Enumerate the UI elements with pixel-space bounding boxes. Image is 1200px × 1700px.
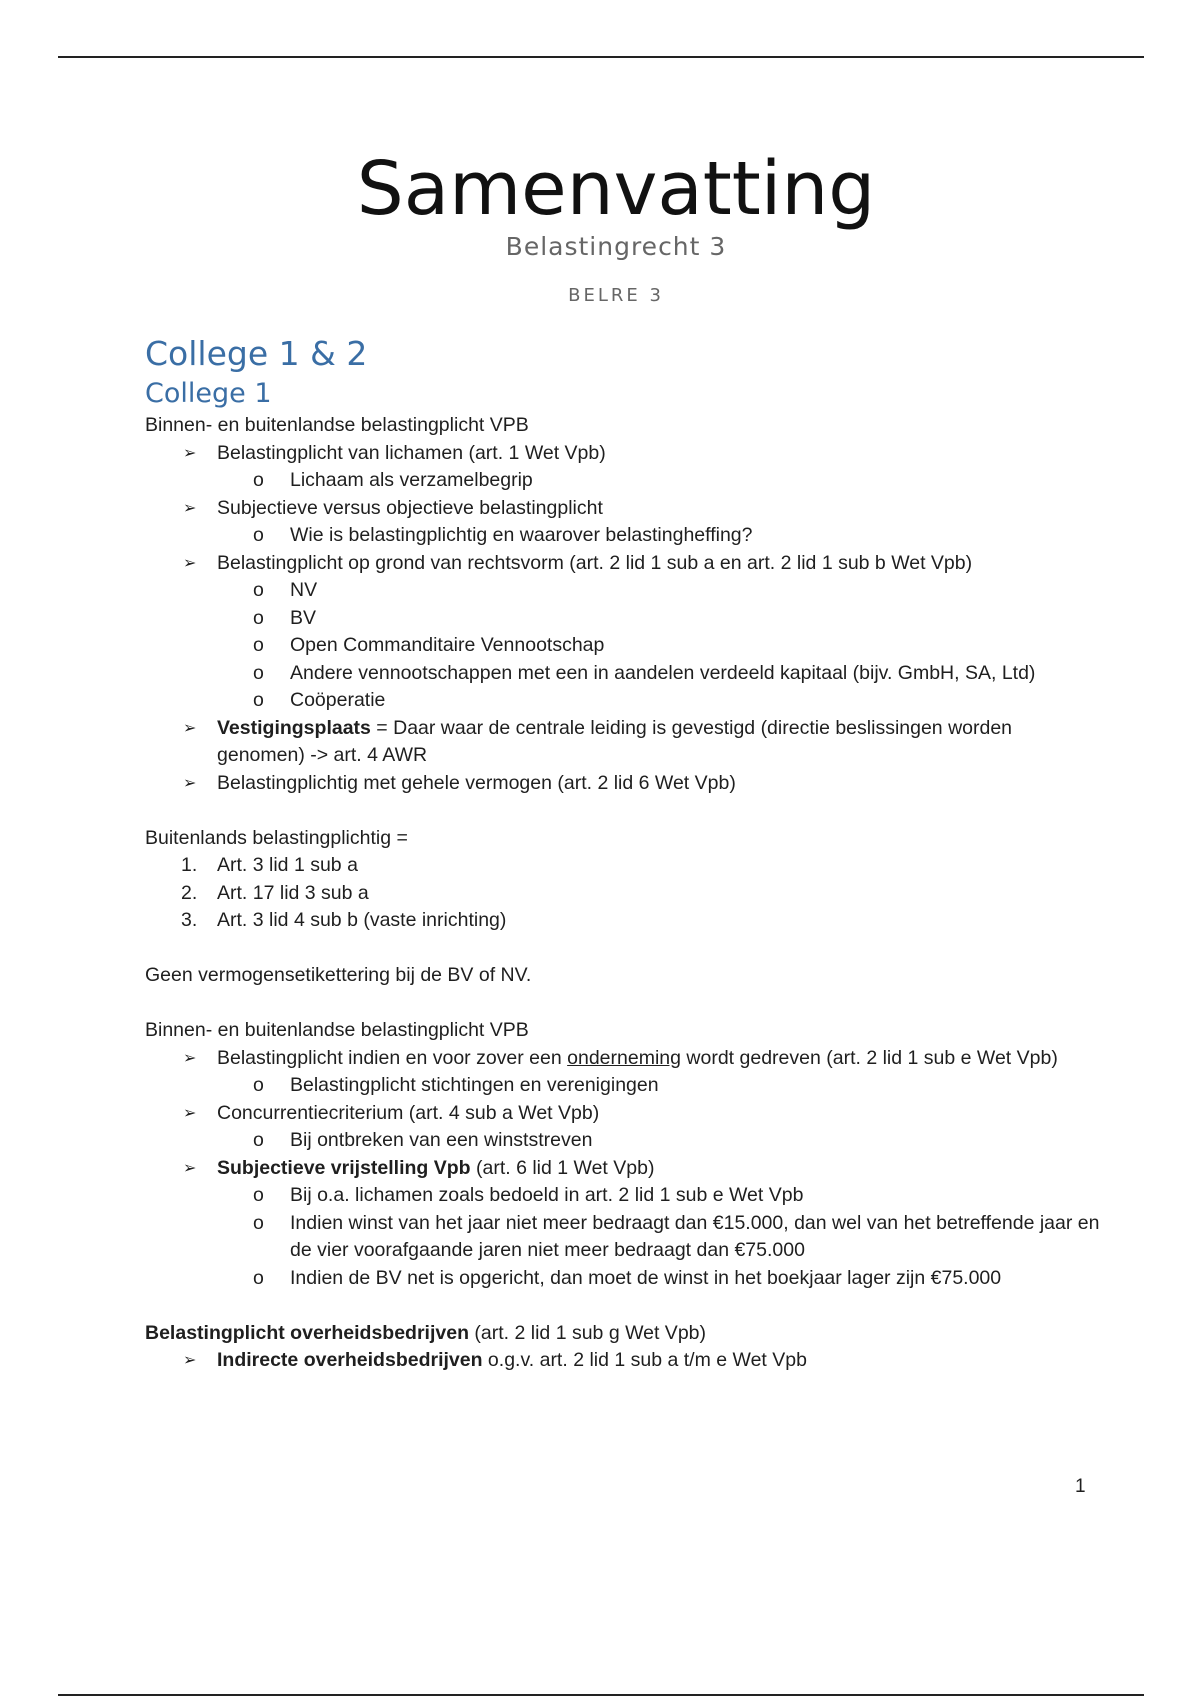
list-item: 2. Art. 17 lid 3 sub a — [145, 880, 1105, 908]
course-code: BELRE 3 — [568, 285, 664, 306]
list-item: o Coöperatie — [217, 687, 1105, 715]
circle-bullet-icon: o — [253, 469, 264, 491]
list-number: 1. — [181, 854, 198, 876]
arrow-bullet-icon: ➢ — [183, 1049, 197, 1067]
list-item: 1. Art. 3 lid 1 sub a — [145, 852, 1105, 880]
circle-bullet-icon: o — [253, 1266, 264, 1289]
arrow-bullet-icon: ➢ — [183, 719, 197, 737]
list-item: o Indien winst van het jaar niet meer bedraagt dan €15.000, dan wel van het betreffende jaar en de vier voorafgaande jaren niet meer bedraagt dan €75.000 — [253, 1211, 1100, 1261]
top-rule — [58, 56, 1144, 58]
list-item: ➢ Belastingplicht van lichamen (art. 1 Wet Vpb) o Lichaam als verzamelbegrip — [145, 440, 1105, 495]
list-item: ➢ Subjectieve versus objectieve belastingplicht o Wie is belastingplichtig en waarover belastingheffing? — [145, 495, 1105, 550]
list-item: 3. Art. 3 lid 4 sub b (vaste inrichting) — [145, 907, 1105, 935]
circle-bullet-icon: o — [253, 1211, 264, 1234]
list-item: ➢ Subjectieve vrijstelling Vpb (art. 6 lid 1 Wet Vpb) o Bij o.a. lichamen zoals bedoeld in art. 2 lid 1 sub e Wet Vpb o Indien winst van het jaar niet meer bedraagt dan €15.000, dan wel van het betreffende jaar en de vier voorafgaande jaren niet meer bedraagt dan €75.000 o Indien de BV net is opgericht, dan moet de winst in het boekjaar lager zijn €75.000 — [145, 1155, 1105, 1293]
heading-college-1: College 1 — [145, 378, 272, 409]
paragraph-note: Geen vermogensetikettering bij de BV of NV. — [145, 964, 532, 986]
arrow-bullet-icon: ➢ — [183, 554, 197, 572]
list-item: o Bij o.a. lichamen zoals bedoeld in art. 2 lid 1 sub e Wet Vpb — [217, 1182, 1105, 1210]
document-body — [145, 332, 1105, 1375]
circle-bullet-icon: o — [253, 1074, 264, 1096]
document-subtitle: Belastingrecht 3 — [505, 232, 727, 261]
circle-bullet-icon: o — [253, 1184, 264, 1206]
bottom-rule — [58, 1694, 1144, 1696]
paragraph-intro: Binnen- en buitenlandse belastingplicht VPB — [145, 414, 529, 436]
paragraph-intro-2: Binnen- en buitenlandse belastingplicht VPB — [145, 1019, 529, 1041]
circle-bullet-icon: o — [253, 606, 264, 629]
list-number: 3. — [181, 909, 198, 931]
arrow-bullet-icon: ➢ — [183, 774, 197, 792]
list-item: o NV — [217, 577, 1105, 605]
list-item: o Belastingplicht stichtingen en verenigingen — [217, 1072, 1105, 1100]
document-title: Samenvatting — [356, 146, 876, 232]
list-item: o BV — [217, 605, 1105, 633]
arrow-bullet-icon: ➢ — [183, 444, 197, 462]
list-item: ➢ Vestigingsplaats = Daar waar de centrale leiding is gevestigd (directie beslissingen worden genomen) -> art. 4 AWR — [183, 716, 1013, 766]
paragraph-overheid: Belastingplicht overheidsbedrijven (art. 2 lid 1 sub g Wet Vpb) — [145, 1321, 706, 1344]
bullet-list-1 — [145, 440, 1105, 798]
heading-college-1-2: College 1 & 2 — [145, 334, 368, 373]
list-item: o Andere vennootschappen met een in aandelen verdeeld kapitaal (bijv. GmbH, SA, Ltd) — [217, 660, 1105, 688]
bullet-list-2 — [145, 1045, 1105, 1293]
bullet-list-3 — [145, 1347, 1105, 1375]
list-item: ➢ Belastingplicht indien en voor zover een onderneming wordt gedreven (art. 2 lid 1 sub e Wet Vpb) o Belastingplicht stichtingen en verenigingen — [145, 1045, 1105, 1100]
circle-bullet-icon: o — [253, 1129, 264, 1151]
arrow-bullet-icon: ➢ — [183, 499, 197, 517]
paragraph-foreign: Buitenlands belastingplichtig = — [145, 826, 408, 849]
list-number: 2. — [181, 881, 198, 904]
list-item: o Wie is belastingplichtig en waarover belastingheffing? — [217, 522, 1105, 550]
circle-bullet-icon: o — [253, 579, 264, 601]
list-item: o Lichaam als verzamelbegrip — [217, 467, 1105, 495]
list-item: o Indien de BV net is opgericht, dan moet de winst in het boekjaar lager zijn €75.000 — [217, 1265, 1105, 1293]
list-item: ➢ Belastingplicht op grond van rechtsvorm (art. 2 lid 1 sub a en art. 2 lid 1 sub b Wet Vpb) o NV o BV o Open Commanditaire Vennootschap o Andere vennootschappen met een in aandelen verdeeld kapitaal (bijv. GmbH, SA, Ltd) o Coöperatie — [145, 550, 1105, 715]
list-item: ➢ Indirecte overheidsbedrijven o.g.v. art. 2 lid 1 sub a t/m e Wet Vpb — [145, 1347, 1105, 1375]
circle-bullet-icon: o — [253, 524, 264, 546]
circle-bullet-icon: o — [253, 689, 264, 711]
list-item: ➢ Concurrentiecriterium (art. 4 sub a Wet Vpb) o Bij ontbreken van een winststreven — [145, 1100, 1105, 1155]
page-number: 1 — [1075, 1476, 1086, 1497]
list-item: ➢ Belastingplichtig met gehele vermogen (art. 2 lid 6 Wet Vpb) — [145, 770, 1105, 798]
arrow-bullet-icon: ➢ — [183, 1104, 197, 1122]
circle-bullet-icon: o — [253, 634, 264, 656]
numbered-list — [145, 852, 1105, 935]
arrow-bullet-icon: ➢ — [183, 1352, 197, 1369]
arrow-bullet-icon: ➢ — [183, 1159, 197, 1177]
list-item: o Bij ontbreken van een winststreven — [217, 1127, 1105, 1155]
list-item: o Open Commanditaire Vennootschap — [217, 632, 1105, 660]
circle-bullet-icon: o — [253, 661, 264, 684]
